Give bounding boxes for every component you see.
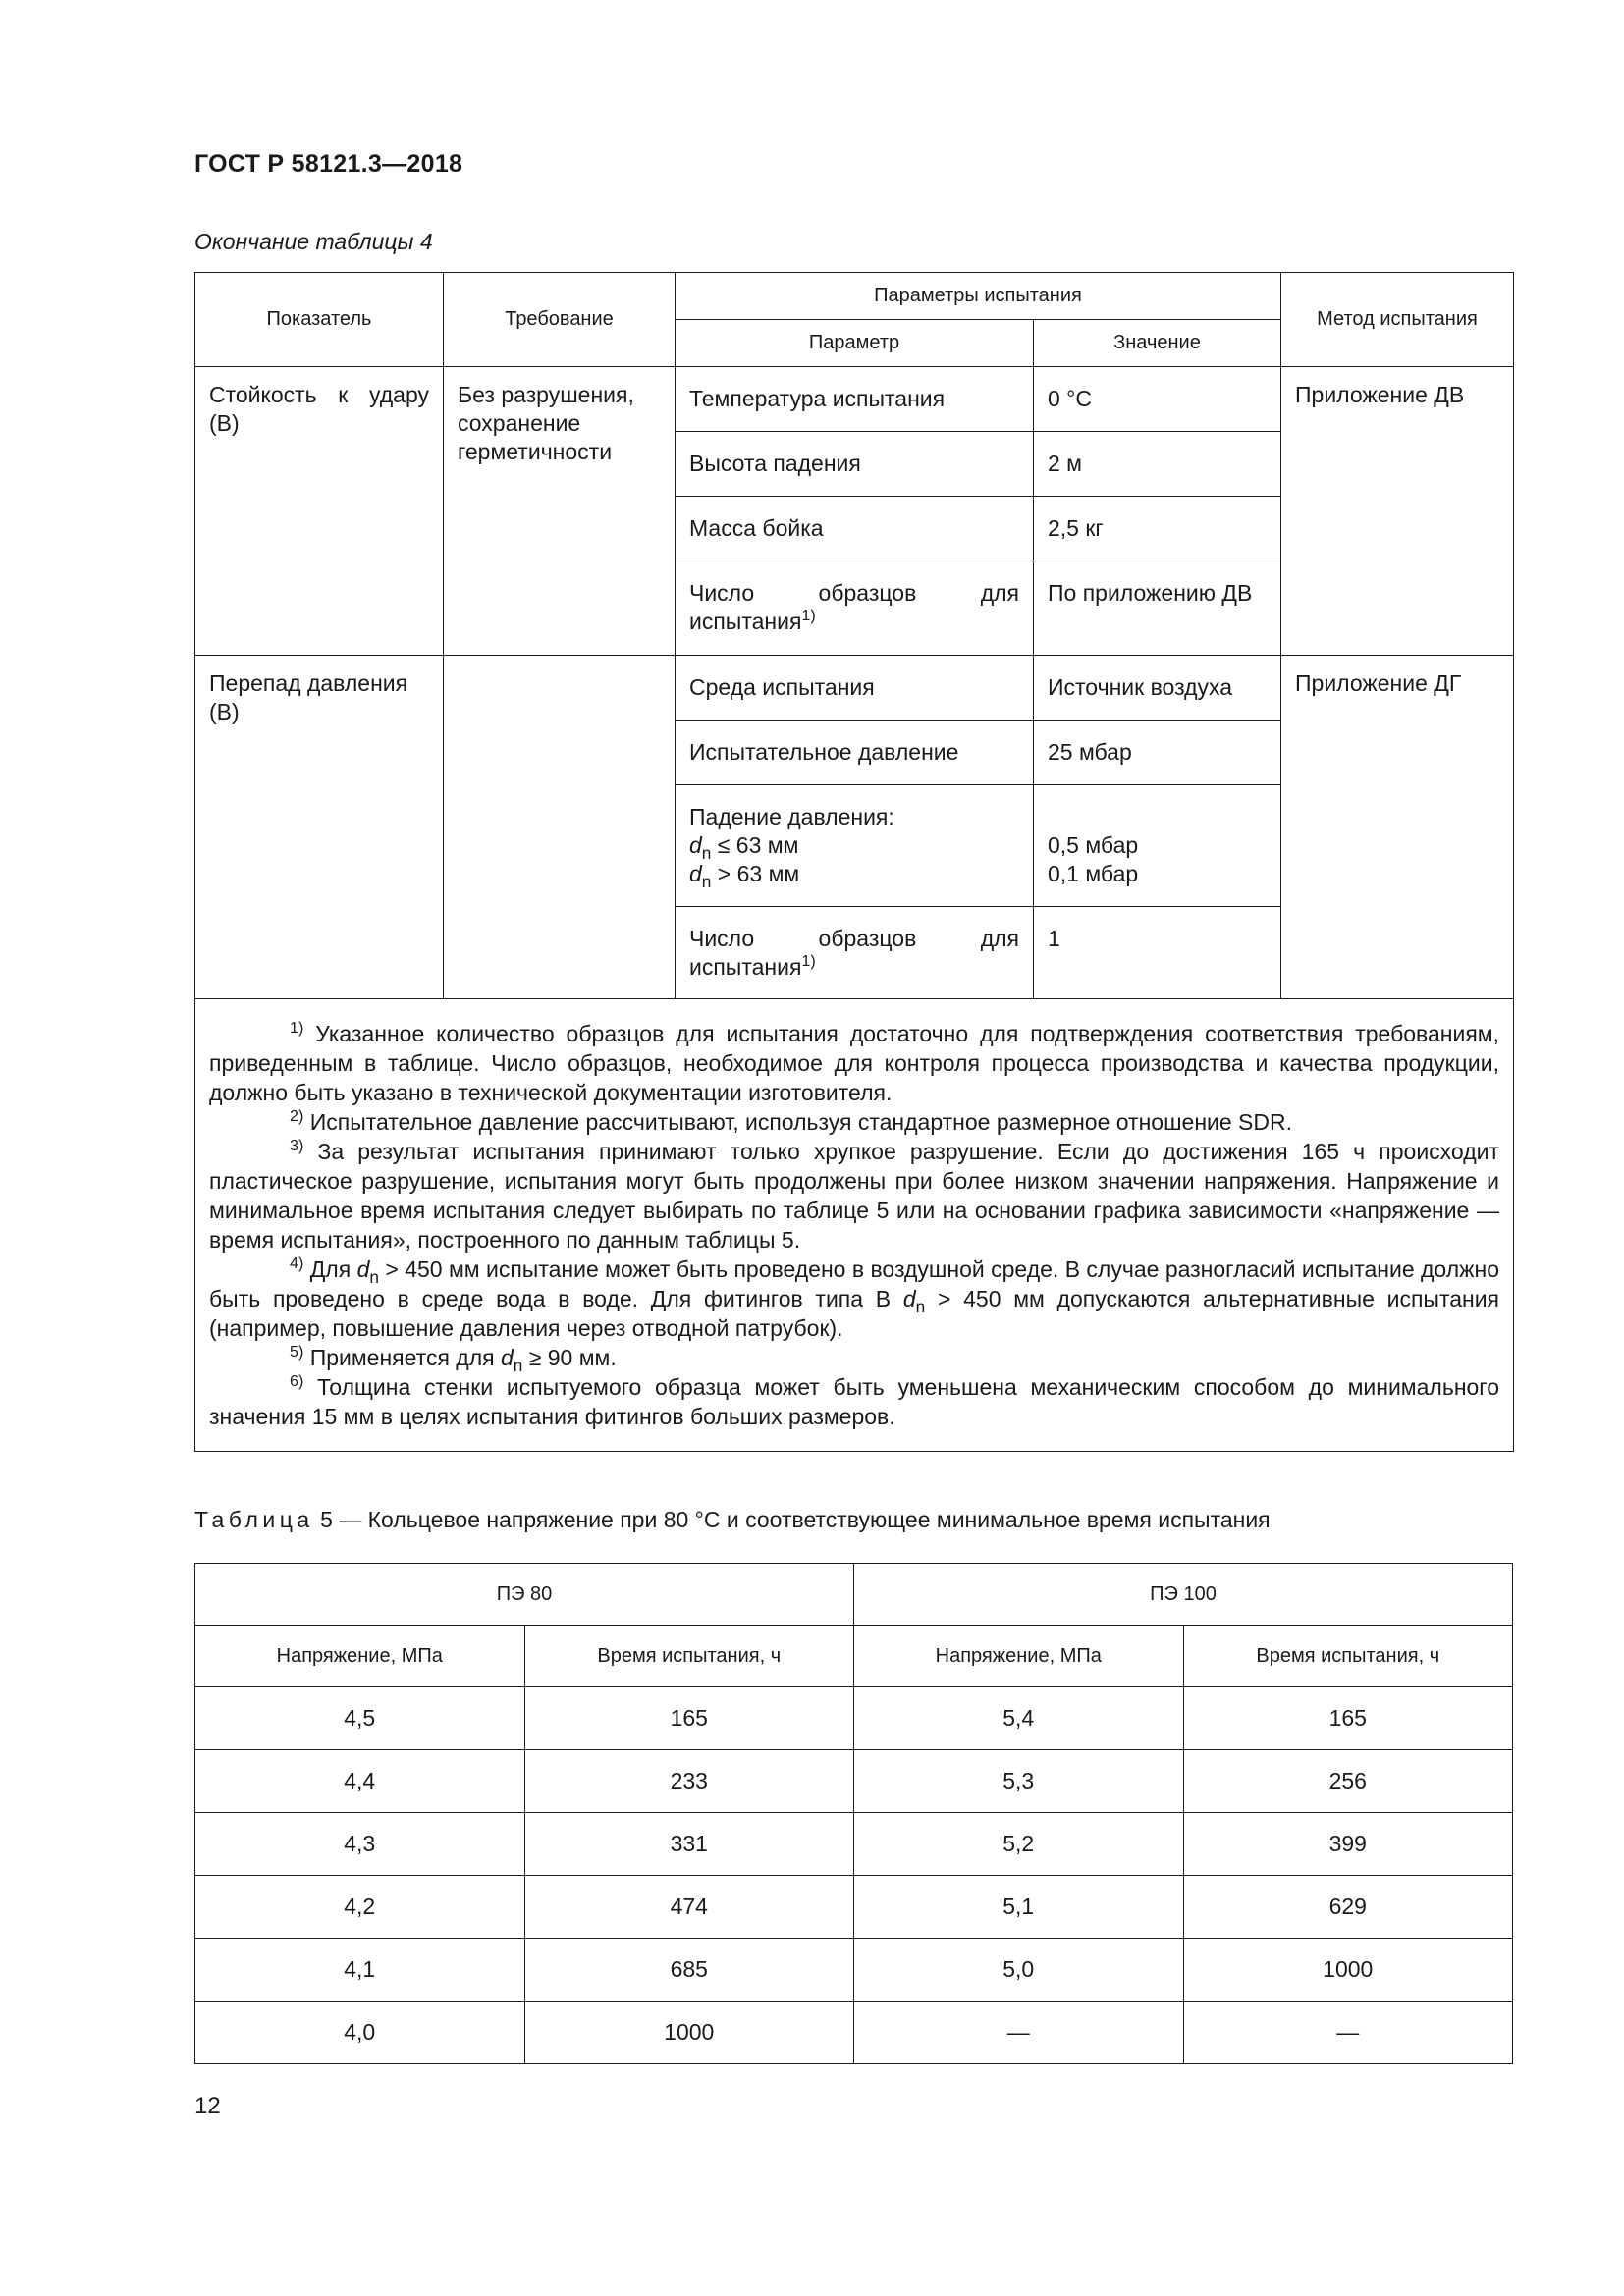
pressure-samples-text: Число образцов для испытания <box>689 926 1019 980</box>
table-cell: 1000 <box>1183 1939 1513 2002</box>
footnote-3: $^{3)}$ За результат испытания принимают только хрупкое разрушение. Если до достижения 165 ч происходит пластическое разрушение, испытания могут быть продолжены при более низком значении напряжения. Напряжение и минимальное время испытания следует выбирать по таблице 5 или на основании графика зависимости «напряжение — время испытания», построенного по данным таблицы 5. <box>209 1137 1499 1253</box>
pressure-drop-sub1: $d_n \le 63$ мм <box>689 832 799 864</box>
header-parameter: Параметр <box>676 320 1034 367</box>
impact-value-samples: По приложению ДВ <box>1034 561 1281 656</box>
table-5-body <box>195 1687 1513 2064</box>
header-requirement: Требование <box>444 273 676 367</box>
footnote-5: $^{5)}$ Применяется для $d_n \ge 90$ мм. <box>290 1343 617 1376</box>
header-method: Метод испытания <box>1281 273 1514 367</box>
footnote-4: $^{4)}$ Для $d_n > 450$ мм испытание может быть проведено в воздушной среде. В случае разногласий испытание должно быть проведено в среде вода в воде. Для фитингов типа В $d_n > 450$ мм допускаются альтернативные испытания (например, повышение давления через отводной патрубок). <box>209 1255 1500 1341</box>
table-4 <box>194 272 1514 1452</box>
table-cell: 5,3 <box>854 1750 1184 1813</box>
footnote-2: $^{2)}$ Испытательное давление рассчитывают, используя стандартное размерное отношение SDR. <box>290 1107 1293 1135</box>
pressure-drop-sub2: $d_n > 63$ мм <box>689 861 800 892</box>
table-cell: 256 <box>1183 1750 1513 1813</box>
header-value: Значение <box>1034 320 1281 367</box>
table-row <box>195 2002 1513 2064</box>
footnote-ref-1: 1) <box>801 952 816 971</box>
footnote-ref-1: 1) <box>801 607 816 625</box>
pressure-value-drop <box>1034 785 1281 907</box>
impact-requirement: Без разрушения, сохранение герметичности <box>444 367 676 656</box>
column-header: Напряжение, МПа <box>195 1626 525 1687</box>
pressure-indicator: Перепад давления (В) <box>195 656 444 999</box>
table-row <box>195 1939 1513 2002</box>
table-cell: 629 <box>1183 1876 1513 1939</box>
table-cell: 1000 <box>524 2002 854 2064</box>
pressure-drop-value2: 0,1 мбар <box>1048 861 1139 886</box>
pressure-param-medium: Среда испытания <box>676 656 1034 721</box>
table-cell: 4,3 <box>195 1813 525 1876</box>
pressure-drop-label: Падение давления: <box>689 804 894 829</box>
pressure-value-test-pressure: 25 мбар <box>1034 721 1281 785</box>
group-pe100: ПЭ 100 <box>854 1564 1513 1626</box>
impact-method: Приложение ДВ <box>1281 367 1514 656</box>
table-cell: 4,0 <box>195 2002 525 2064</box>
table-cell: 4,2 <box>195 1876 525 1939</box>
footnote-6: $^{6)}$ Толщина стенки испытуемого образца может быть уменьшена механическим способом до минимального значения 15 мм в целях испытания фитингов больших размеров. <box>209 1372 1499 1429</box>
document-header: ГОСТ Р 58121.3—2018 <box>194 150 463 178</box>
table-4-footnotes <box>195 999 1514 1452</box>
header-test-params: Параметры испытания <box>676 273 1281 320</box>
pressure-requirement <box>444 656 676 999</box>
table-cell: 165 <box>1183 1687 1513 1750</box>
impact-value-mass: 2,5 кг <box>1034 497 1281 561</box>
column-header: Время испытания, ч <box>1183 1626 1513 1687</box>
impact-value-temperature: 0 °C <box>1034 367 1281 432</box>
table-5-caption: Таблица 5 — Кольцевое напряжение при 80 °C и соответствующее минимальное время испытания <box>194 1507 1271 1532</box>
footnote-1: $^{1)}$ Указанное количество образцов для испытания достаточно для подтверждения соответствия требованиям, приведенным в таблице. Число образцов, необходимое для контроля процесса производства и качества продукции, должно быть указано в технической документации изготовителя. <box>209 1019 1499 1105</box>
table-row <box>195 1687 1513 1750</box>
table-cell: 4,4 <box>195 1750 525 1813</box>
table-cell: — <box>1183 2002 1513 2064</box>
group-pe80: ПЭ 80 <box>195 1564 854 1626</box>
impact-param-height: Высота падения <box>676 432 1034 497</box>
table-cell: 4,1 <box>195 1939 525 2002</box>
table-cell: 233 <box>524 1750 854 1813</box>
table-cell: 399 <box>1183 1813 1513 1876</box>
pressure-param-drop <box>676 785 1034 907</box>
table-cell: 4,5 <box>195 1687 525 1750</box>
impact-indicator: Стойкость к удару (В) <box>195 367 444 656</box>
impact-param-mass: Масса бойка <box>676 497 1034 561</box>
table-cell: 685 <box>524 1939 854 2002</box>
pressure-param-test-pressure: Испытательное давление <box>676 721 1034 785</box>
pressure-value-medium: Источник воздуха <box>1034 656 1281 721</box>
table-cell: 5,1 <box>854 1876 1184 1939</box>
table-cell: 165 <box>524 1687 854 1750</box>
impact-param-samples <box>676 561 1034 656</box>
page-number: 12 <box>194 2093 221 2119</box>
pressure-param-samples <box>676 907 1034 999</box>
column-header: Время испытания, ч <box>524 1626 854 1687</box>
table-cell: — <box>854 2002 1184 2064</box>
pressure-drop-value1: 0,5 мбар <box>1048 832 1139 858</box>
impact-value-height: 2 м <box>1034 432 1281 497</box>
header-indicator: Показатель <box>195 273 444 367</box>
table-cell: 5,4 <box>854 1687 1184 1750</box>
table-row <box>195 1813 1513 1876</box>
impact-param-temperature: Температура испытания <box>676 367 1034 432</box>
impact-samples-text: Число образцов для испытания <box>689 580 1019 634</box>
table-row <box>195 1876 1513 1939</box>
table-continuation-label: Окончание таблицы 4 <box>194 229 433 254</box>
pressure-method: Приложение ДГ <box>1281 656 1514 999</box>
pressure-value-samples: 1 <box>1034 907 1281 999</box>
table-row <box>195 1750 1513 1813</box>
table-cell: 5,2 <box>854 1813 1184 1876</box>
table-cell: 474 <box>524 1876 854 1939</box>
table-5 <box>194 1563 1513 2064</box>
table-cell: 331 <box>524 1813 854 1876</box>
column-header: Напряжение, МПа <box>854 1626 1184 1687</box>
table-cell: 5,0 <box>854 1939 1184 2002</box>
